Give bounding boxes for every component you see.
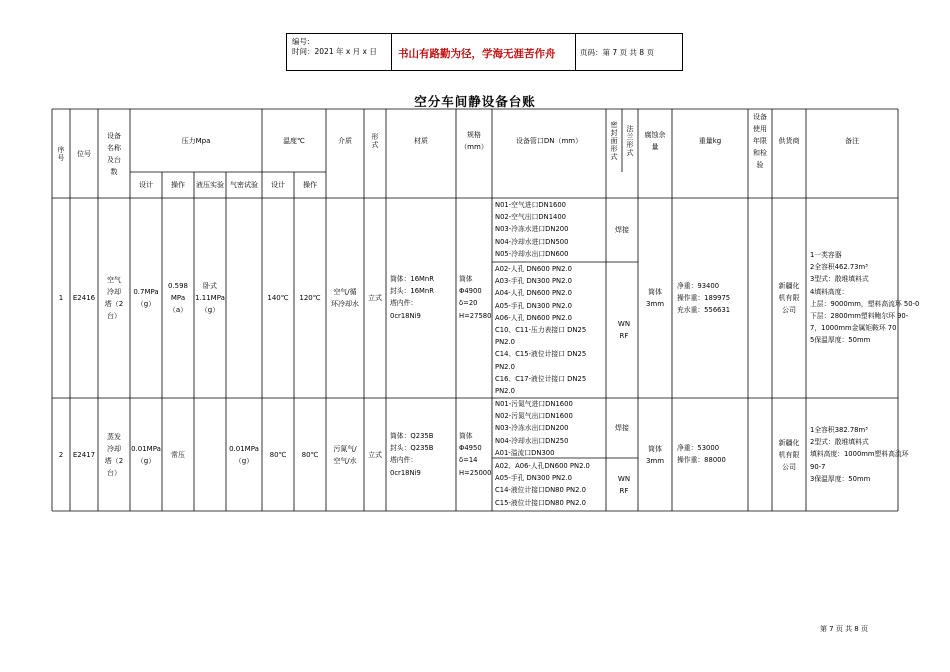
text-line: 2全容积462.73m³: [810, 263, 868, 272]
col-form: 形式: [371, 132, 379, 149]
text-line: 筒体: [459, 432, 473, 440]
row2-corrosion: 筒体 3mm: [645, 444, 665, 465]
text-line: 1全容积382.78m³: [810, 426, 868, 434]
col-nozzles: 设备管口DN（mm）: [515, 136, 583, 145]
text-line: 上层：9000mm，塑料高流环 50-0: [810, 299, 920, 308]
page-footer: 第 7 页 共 8 页: [819, 625, 868, 633]
row1-nozzles-a: [495, 199, 568, 260]
row1-medium: 空气/循环冷却水: [331, 288, 359, 308]
row1-p-operate: 0.598 MPa（a）: [167, 282, 189, 314]
row1-nozzles-b: [495, 263, 586, 397]
header-page-info: 页码：第 7 页 共 8 页: [580, 48, 654, 57]
row1-form: 立式: [368, 294, 382, 302]
row2-p-design: 0.01MPa（g）: [131, 444, 161, 465]
col-supplier: 供货商: [778, 136, 800, 145]
row2-nozzles-b: [495, 460, 590, 509]
text-line: A05-手孔 DN300 PN2.0: [495, 474, 572, 483]
text-line: 7，1000mm金属矩鞍环 70: [810, 324, 897, 333]
text-line: PN2.0: [495, 387, 515, 396]
row1-weight: [677, 280, 730, 317]
text-line: 2型式：散堆填料式: [810, 438, 869, 447]
row1-spec: [459, 273, 491, 322]
text-line: A02-人孔 DN600 PN2.0: [495, 265, 572, 273]
text-line: 净重：93400: [677, 282, 720, 290]
row2-t-operate: 80℃: [301, 450, 319, 459]
text-line: PN2.0: [495, 338, 515, 347]
row1-seq: 1: [58, 294, 64, 302]
text-line: N05-冷却水出口DN600: [495, 249, 569, 258]
text-line: A05-手孔 DN300 PN2.0: [495, 301, 572, 310]
text-line: N04-冷却水出口DN250: [495, 436, 569, 445]
row2-service-life: [748, 398, 772, 511]
text-line: Φ4900: [459, 287, 482, 296]
row2-spec: [459, 430, 491, 479]
row2-sealing-a: 焊接: [615, 424, 629, 432]
col-remarks: 备注: [845, 136, 859, 145]
row1-tag: E2416: [72, 294, 96, 302]
text-line: N04-冷却水进口DN500: [495, 237, 569, 246]
col-name: 设备名称及台数: [107, 131, 121, 176]
text-line: C14、C15-液位计接口 DN25: [495, 350, 587, 359]
text-line: 筒体：16MnR: [390, 275, 434, 283]
row1-p-design: 0.7MPa（g）: [133, 288, 159, 308]
text-line: 封头：16MnR: [390, 287, 434, 296]
text-line: N01-空气进口DN1600: [495, 201, 566, 209]
col-p-design: 设计: [139, 181, 153, 189]
motto: 书山有路勤为径，学海无涯苦作舟: [398, 48, 556, 60]
text-line: 封头：Q235B: [390, 444, 434, 453]
row1-material: [390, 273, 434, 322]
text-line: δ=20: [459, 299, 478, 308]
text-line: 净重：53000: [677, 444, 720, 452]
row1-remarks: [810, 249, 919, 347]
row1-name: 空气冷却塔（2台）: [104, 276, 124, 320]
text-line: 塔内件：: [390, 299, 418, 308]
row2-t-design: 80℃: [269, 450, 287, 459]
text-line: Φ4950: [459, 444, 482, 453]
text-line: 0cr18Ni9: [390, 311, 421, 320]
text-line: C15-液位计接口DN80 PN2.0: [495, 498, 586, 507]
document-date: 时间：2021 年 x 月 x 日: [292, 47, 377, 56]
col-spec: 规格（mm）: [460, 130, 488, 151]
row1-corrosion: 筒体 3mm: [645, 288, 665, 308]
row2-nozzles-a: [495, 398, 573, 459]
text-line: 5保温厚度：50mm: [810, 336, 871, 345]
text-line: 3型式：散堆填料式: [810, 275, 869, 284]
text-line: 4填料高度：: [810, 287, 849, 296]
row1-sealing-b: WN RF: [617, 320, 631, 340]
col-seq: 序号: [57, 145, 65, 162]
row1-p-hydro: 卧式 1.11MPa（g）: [195, 282, 225, 314]
text-line: H=25000: [459, 468, 492, 477]
page-title: 空分车间静设备台账: [414, 94, 536, 109]
text-line: δ=14: [459, 456, 478, 465]
row1-t-design: 140℃: [267, 294, 289, 302]
text-line: N03-冷冻水进口DN200: [495, 225, 569, 234]
text-line: 操作重：189975: [677, 294, 731, 303]
text-line: 1一类容器: [810, 251, 842, 259]
col-material: 材质: [414, 136, 428, 145]
row2-supplier: 新疆化机有限公司: [778, 438, 800, 471]
row2-weight: [677, 442, 726, 466]
text-line: C10、C11-压力表接口 DN25: [495, 326, 587, 335]
row2-tag: E2417: [72, 450, 96, 459]
text-line: N02-空气出口DN1400: [495, 213, 566, 222]
col-service-life: 设备使用年限和检验: [753, 112, 767, 169]
col-pressure: 压力Mpa: [181, 136, 211, 145]
text-line: A04-人孔 DN600 PN2.0: [495, 289, 572, 298]
row2-p-hydro: [194, 398, 226, 511]
row2-seq: 2: [58, 450, 64, 459]
col-p-air: 气密试验: [230, 181, 258, 189]
row2-remarks: [810, 424, 909, 485]
col-tag: 位号: [77, 149, 91, 158]
text-line: 0cr18Ni9: [390, 468, 421, 477]
text-line: H=27580: [459, 311, 492, 320]
text-line: PN2.0: [495, 362, 515, 371]
row2-name: 蒸发冷却塔（2台）: [104, 432, 124, 477]
col-flange: 法兰形式: [626, 124, 634, 157]
text-line: C16、C17-液位计接口 DN25: [495, 374, 587, 383]
text-line: 下层：2800mm塑料鲍尔环 90-: [810, 312, 909, 321]
row2-sealing-b: WN RF: [617, 474, 631, 495]
text-line: A02、A06-人孔DN600 PN2.0: [495, 462, 590, 470]
col-weight: 重量kg: [698, 136, 722, 145]
text-line: A01-溢流口DN300: [495, 448, 555, 457]
col-medium: 介质: [338, 136, 352, 145]
row2-material: [390, 430, 433, 479]
text-line: 塔内件：: [390, 456, 418, 465]
text-line: A06-人孔 DN600 PN2.0: [495, 313, 572, 322]
text-line: 填料高度：1000mm塑料高流环: [810, 450, 909, 459]
col-sealing: 密封面形式: [610, 120, 618, 161]
row1-sealing-a: 焊接: [615, 226, 629, 234]
row1-service-life: [748, 198, 772, 398]
text-line: 90-7: [810, 462, 826, 471]
col-temperature: 温度℃: [283, 136, 305, 145]
row2-p-air: 0.01MPa（g）: [229, 444, 259, 465]
col-p-hydro: 液压实验: [196, 181, 224, 189]
text-line: 充水重：556631: [677, 306, 731, 315]
text-line: 3保温厚度：50mm: [810, 474, 871, 483]
row2-form: 立式: [368, 450, 382, 459]
col-corrosion: 腐蚀余量: [644, 130, 666, 151]
text-line: N01-污氮气进口DN1600: [495, 400, 573, 408]
col-t-design: 设计: [271, 181, 285, 189]
row1-t-operate: 120℃: [299, 294, 321, 302]
text-line: C14-液位计接口DN80 PN2.0: [495, 486, 586, 495]
row2-p-operate: 常压: [171, 450, 185, 459]
row1-p-air: [226, 198, 262, 398]
text-line: 筒体: [459, 275, 473, 283]
row1-supplier: 新疆化机有限公司: [778, 282, 800, 314]
text-line: N02-污氮气出口DN1600: [495, 412, 573, 421]
row2-medium: 污氮气/空气/水: [333, 444, 357, 465]
text-line: 操作重：88000: [677, 456, 726, 465]
col-p-operate: 操作: [171, 181, 185, 189]
col-t-operate: 操作: [303, 181, 317, 189]
text-line: 筒体：Q235B: [390, 432, 434, 440]
text-line: A03-手孔 DN300 PN2.0: [495, 277, 572, 286]
text-line: N03-冷冻水出口DN200: [495, 424, 569, 433]
document-number: 编号:: [292, 37, 310, 46]
